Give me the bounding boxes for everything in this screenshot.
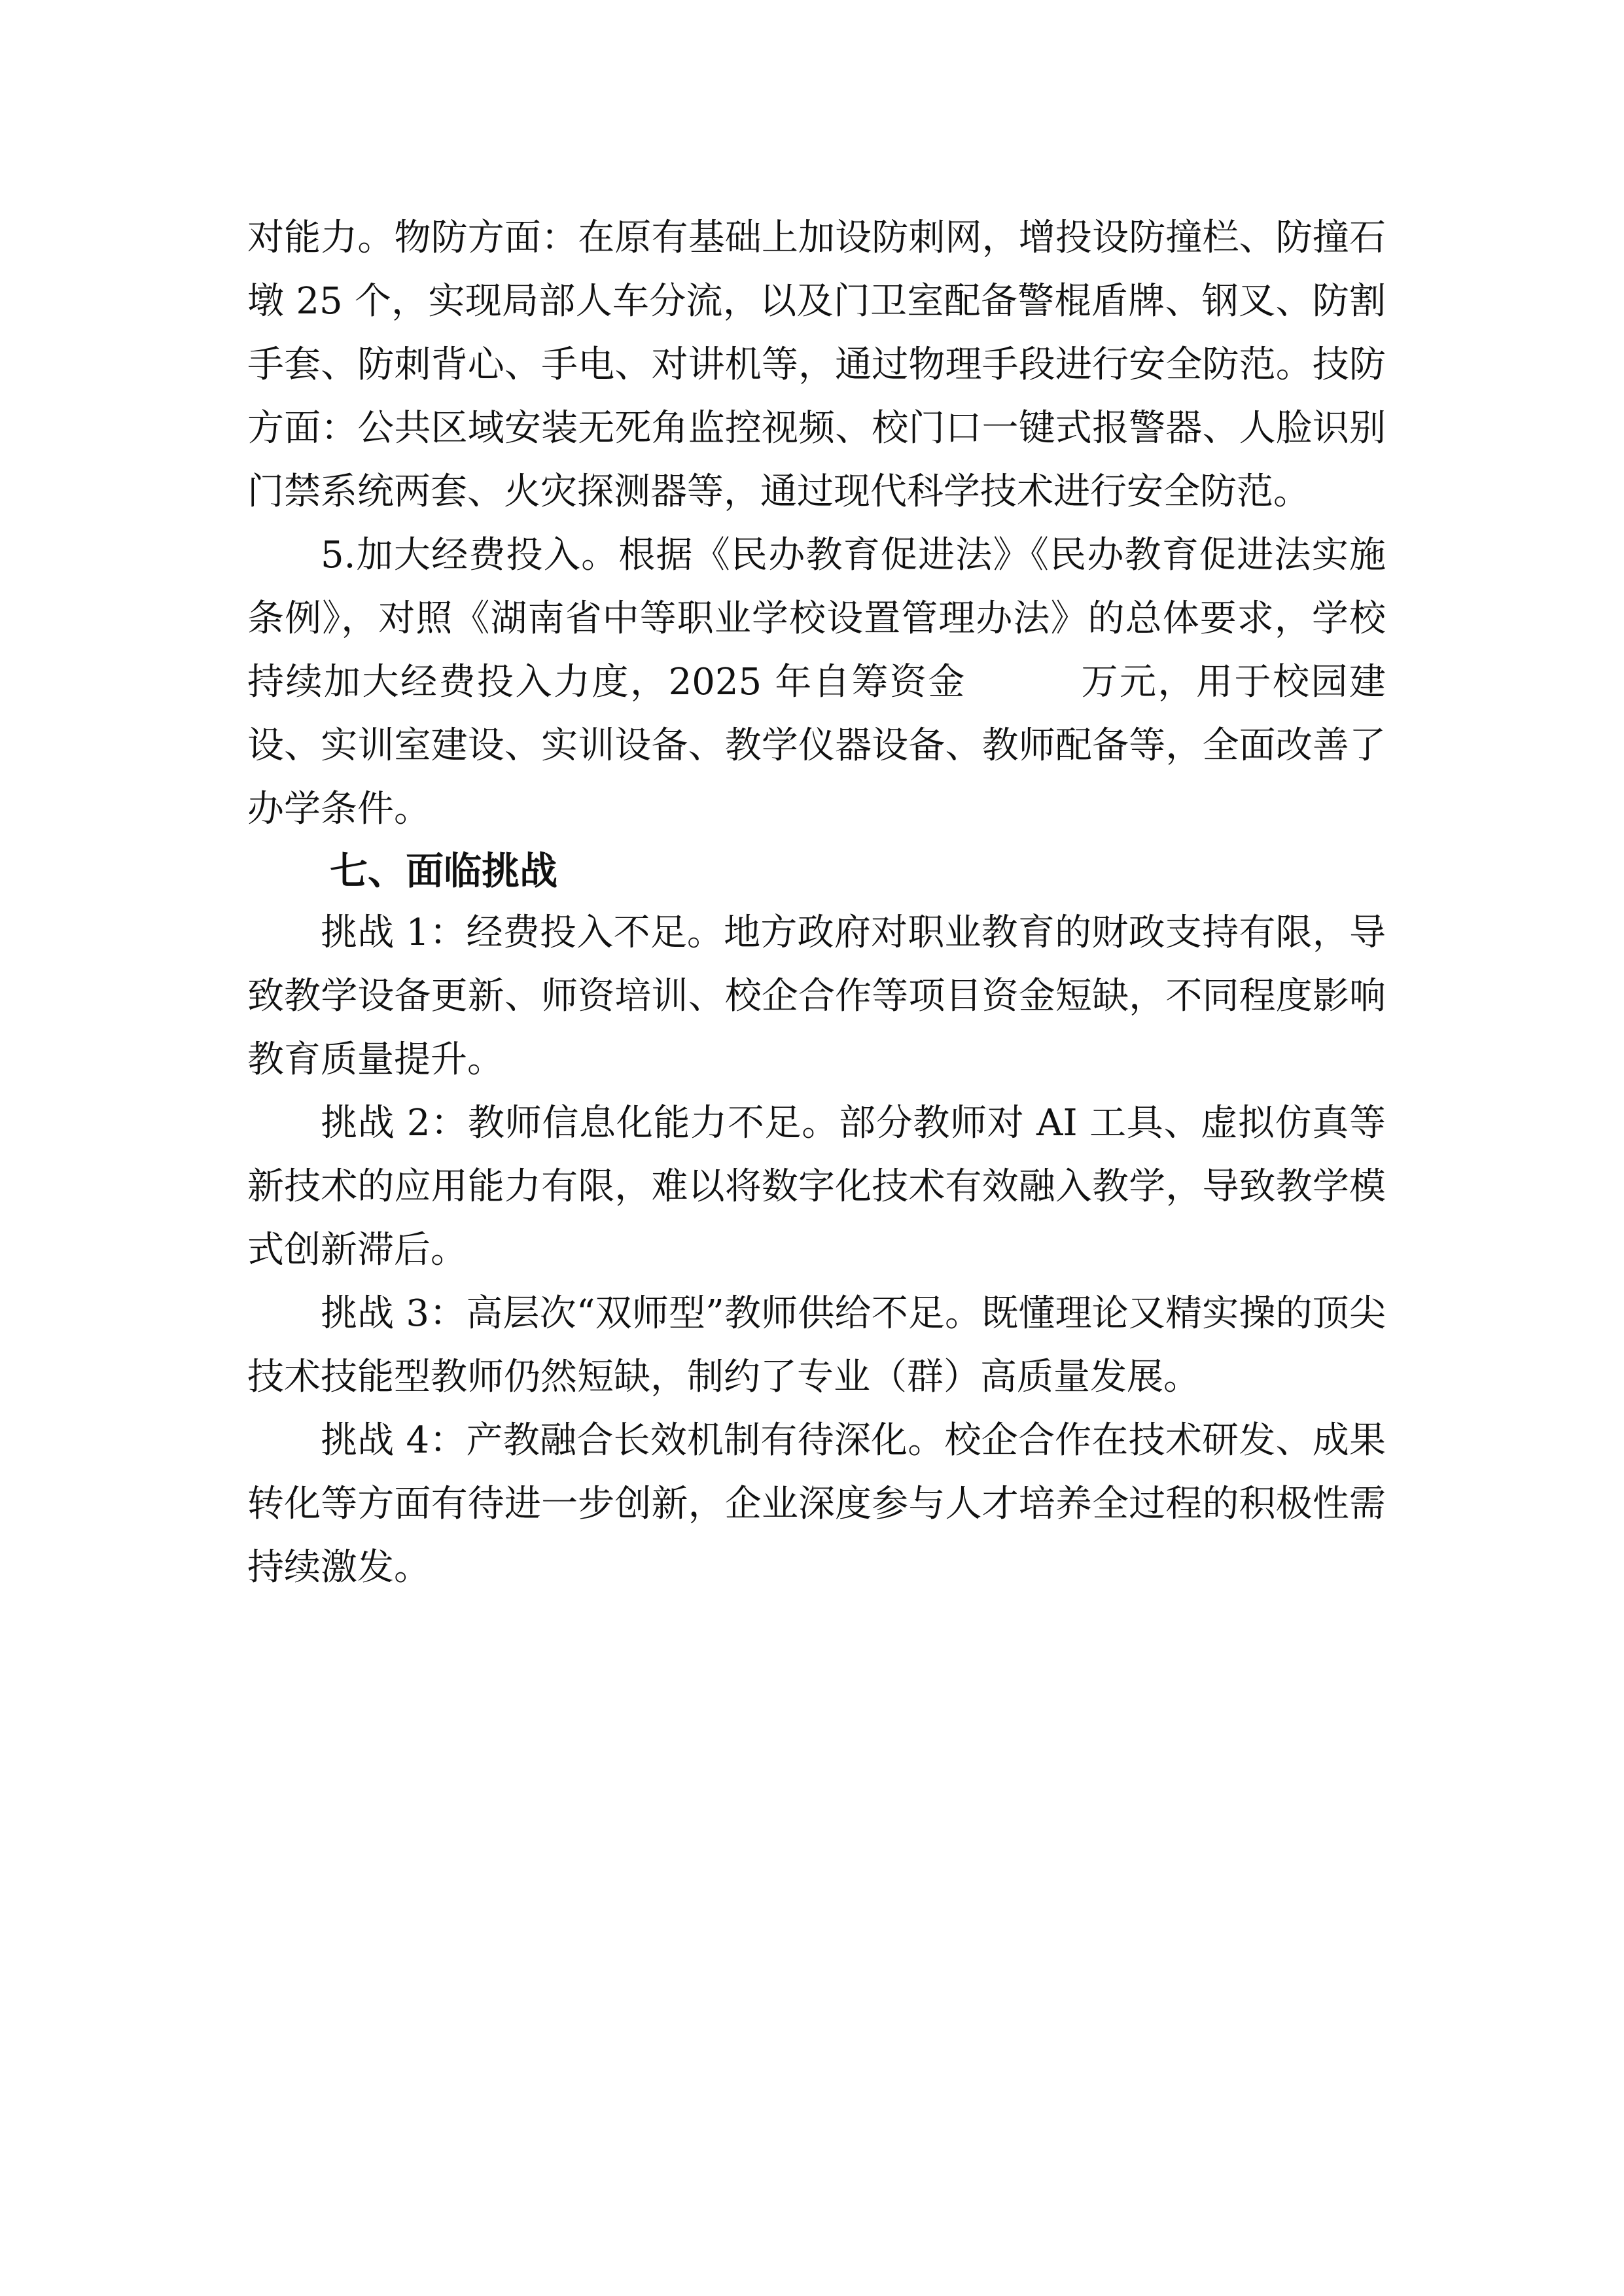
paragraph-funding-investment: 5.加大经费投入。根据《民办教育促进法》《民办教育促进法实施条例》，对照《湖南省中等职业学校设置管理办法》的总体要求，学校持续加大经费投入力度，2025 年自筹资金 万元，用于校园建设、实训室建设、实训设备、教学仪器设备、教师配备等，全面改善了办学条件。 <box>247 534 1386 830</box>
paragraph-challenge-4: 挑战 4：产教融合长效机制有待深化。校企合作在技术研发、成果转化等方面有待进一步创新，企业深度参与人才培养全过程的积极性需持续激发。 <box>247 1419 1386 1589</box>
paragraph-challenge-2: 挑战 2：教师信息化能力不足。部分教师对 AI 工具、虚拟仿真等新技术的应用能力有限，难以将数字化技术有效融入教学，导致教学模式创新滞后。 <box>247 1102 1386 1271</box>
paragraph-challenge-3: 挑战 3：高层次“双师型”教师供给不足。既懂理论又精实操的顶尖技术技能型教师仍然短缺，制约了专业（群）高质量发展。 <box>247 1292 1386 1398</box>
paragraph-challenge-1: 挑战 1：经费投入不足。地方政府对职业教育的财政支持有限，导致教学设备更新、师资培训、校企合作等项目资金短缺，不同程度影响教育质量提升。 <box>247 911 1386 1081</box>
document-body <box>247 206 1386 1599</box>
section-heading-challenges: 七、面临挑战 <box>330 849 558 893</box>
paragraph-security-measures: 对能力。物防方面：在原有基础上加设防刺网，增投设防撞栏、防撞石墩 25 个，实现局部人车分流，以及门卫室配备警棍盾牌、钢叉、防割手套、防刺背心、手电、对讲机等，通过物理手段进行安全防范。技防方面：公共区域安装无死角监控视频、校门口一键式报警器、人脸识别门禁系统两套、火灾探测器等，通过现代科学技术进行安全防范。 <box>247 217 1386 513</box>
